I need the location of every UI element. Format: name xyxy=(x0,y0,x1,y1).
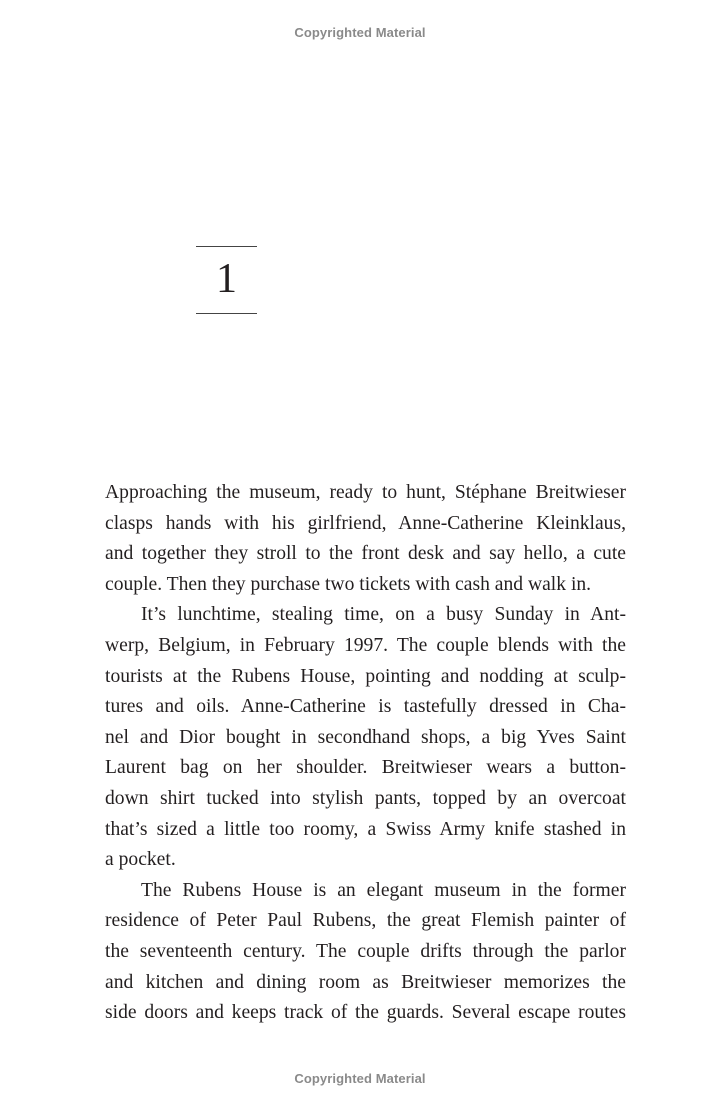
text-line: and together they stroll to the front desk and say hello, a cute xyxy=(105,543,626,565)
text-line: down shirt tucked into stylish pants, topped by an overcoat xyxy=(105,787,626,809)
text-line: a pocket. xyxy=(105,849,176,871)
text-line: residence of Peter Paul Rubens, the great Flemish painter of xyxy=(105,910,626,932)
text-line: couple. Then they purchase two tickets with cash and walk in. xyxy=(105,573,592,595)
text-line: that’s sized a little too roomy, a Swiss Army knife stashed in xyxy=(105,818,626,840)
text-line: and kitchen and dining room as Breitwieser memorizes the xyxy=(105,971,626,993)
chapter-rule-top xyxy=(196,246,257,247)
text-line: It’s lunchtime, stealing time, on a busy Sunday in Ant- xyxy=(141,604,626,626)
text-line: tourists at the Rubens House, pointing and nodding at sculp- xyxy=(105,665,626,687)
text-line: werp, Belgium, in February 1997. The couple blends with the xyxy=(105,634,626,656)
copyright-watermark-bottom: Copyrighted Material xyxy=(294,1071,426,1086)
chapter-rule-bottom xyxy=(196,313,257,314)
text-line: clasps hands with his girlfriend, Anne-Catherine Kleinklaus, xyxy=(105,512,626,534)
text-line: tures and oils. Anne-Catherine is tastefully dressed in Cha- xyxy=(105,696,626,718)
text-line: Approaching the museum, ready to hunt, Stéphane Breitwieser xyxy=(105,482,626,503)
chapter-number: 1 xyxy=(216,256,237,302)
text-line: The Rubens House is an elegant museum in the former xyxy=(141,879,626,901)
text-line: the seventeenth century. The couple drifts through the parlor xyxy=(105,940,626,962)
chapter-heading xyxy=(196,246,257,314)
body-text xyxy=(105,478,626,1029)
copyright-watermark-top: Copyrighted Material xyxy=(294,25,426,40)
text-line: Laurent bag on her shoulder. Breitwieser wears a button- xyxy=(105,757,626,779)
text-line: side doors and keeps track of the guards. Several escape routes xyxy=(105,1002,626,1024)
text-line: nel and Dior bought in secondhand shops, a big Yves Saint xyxy=(105,726,626,748)
